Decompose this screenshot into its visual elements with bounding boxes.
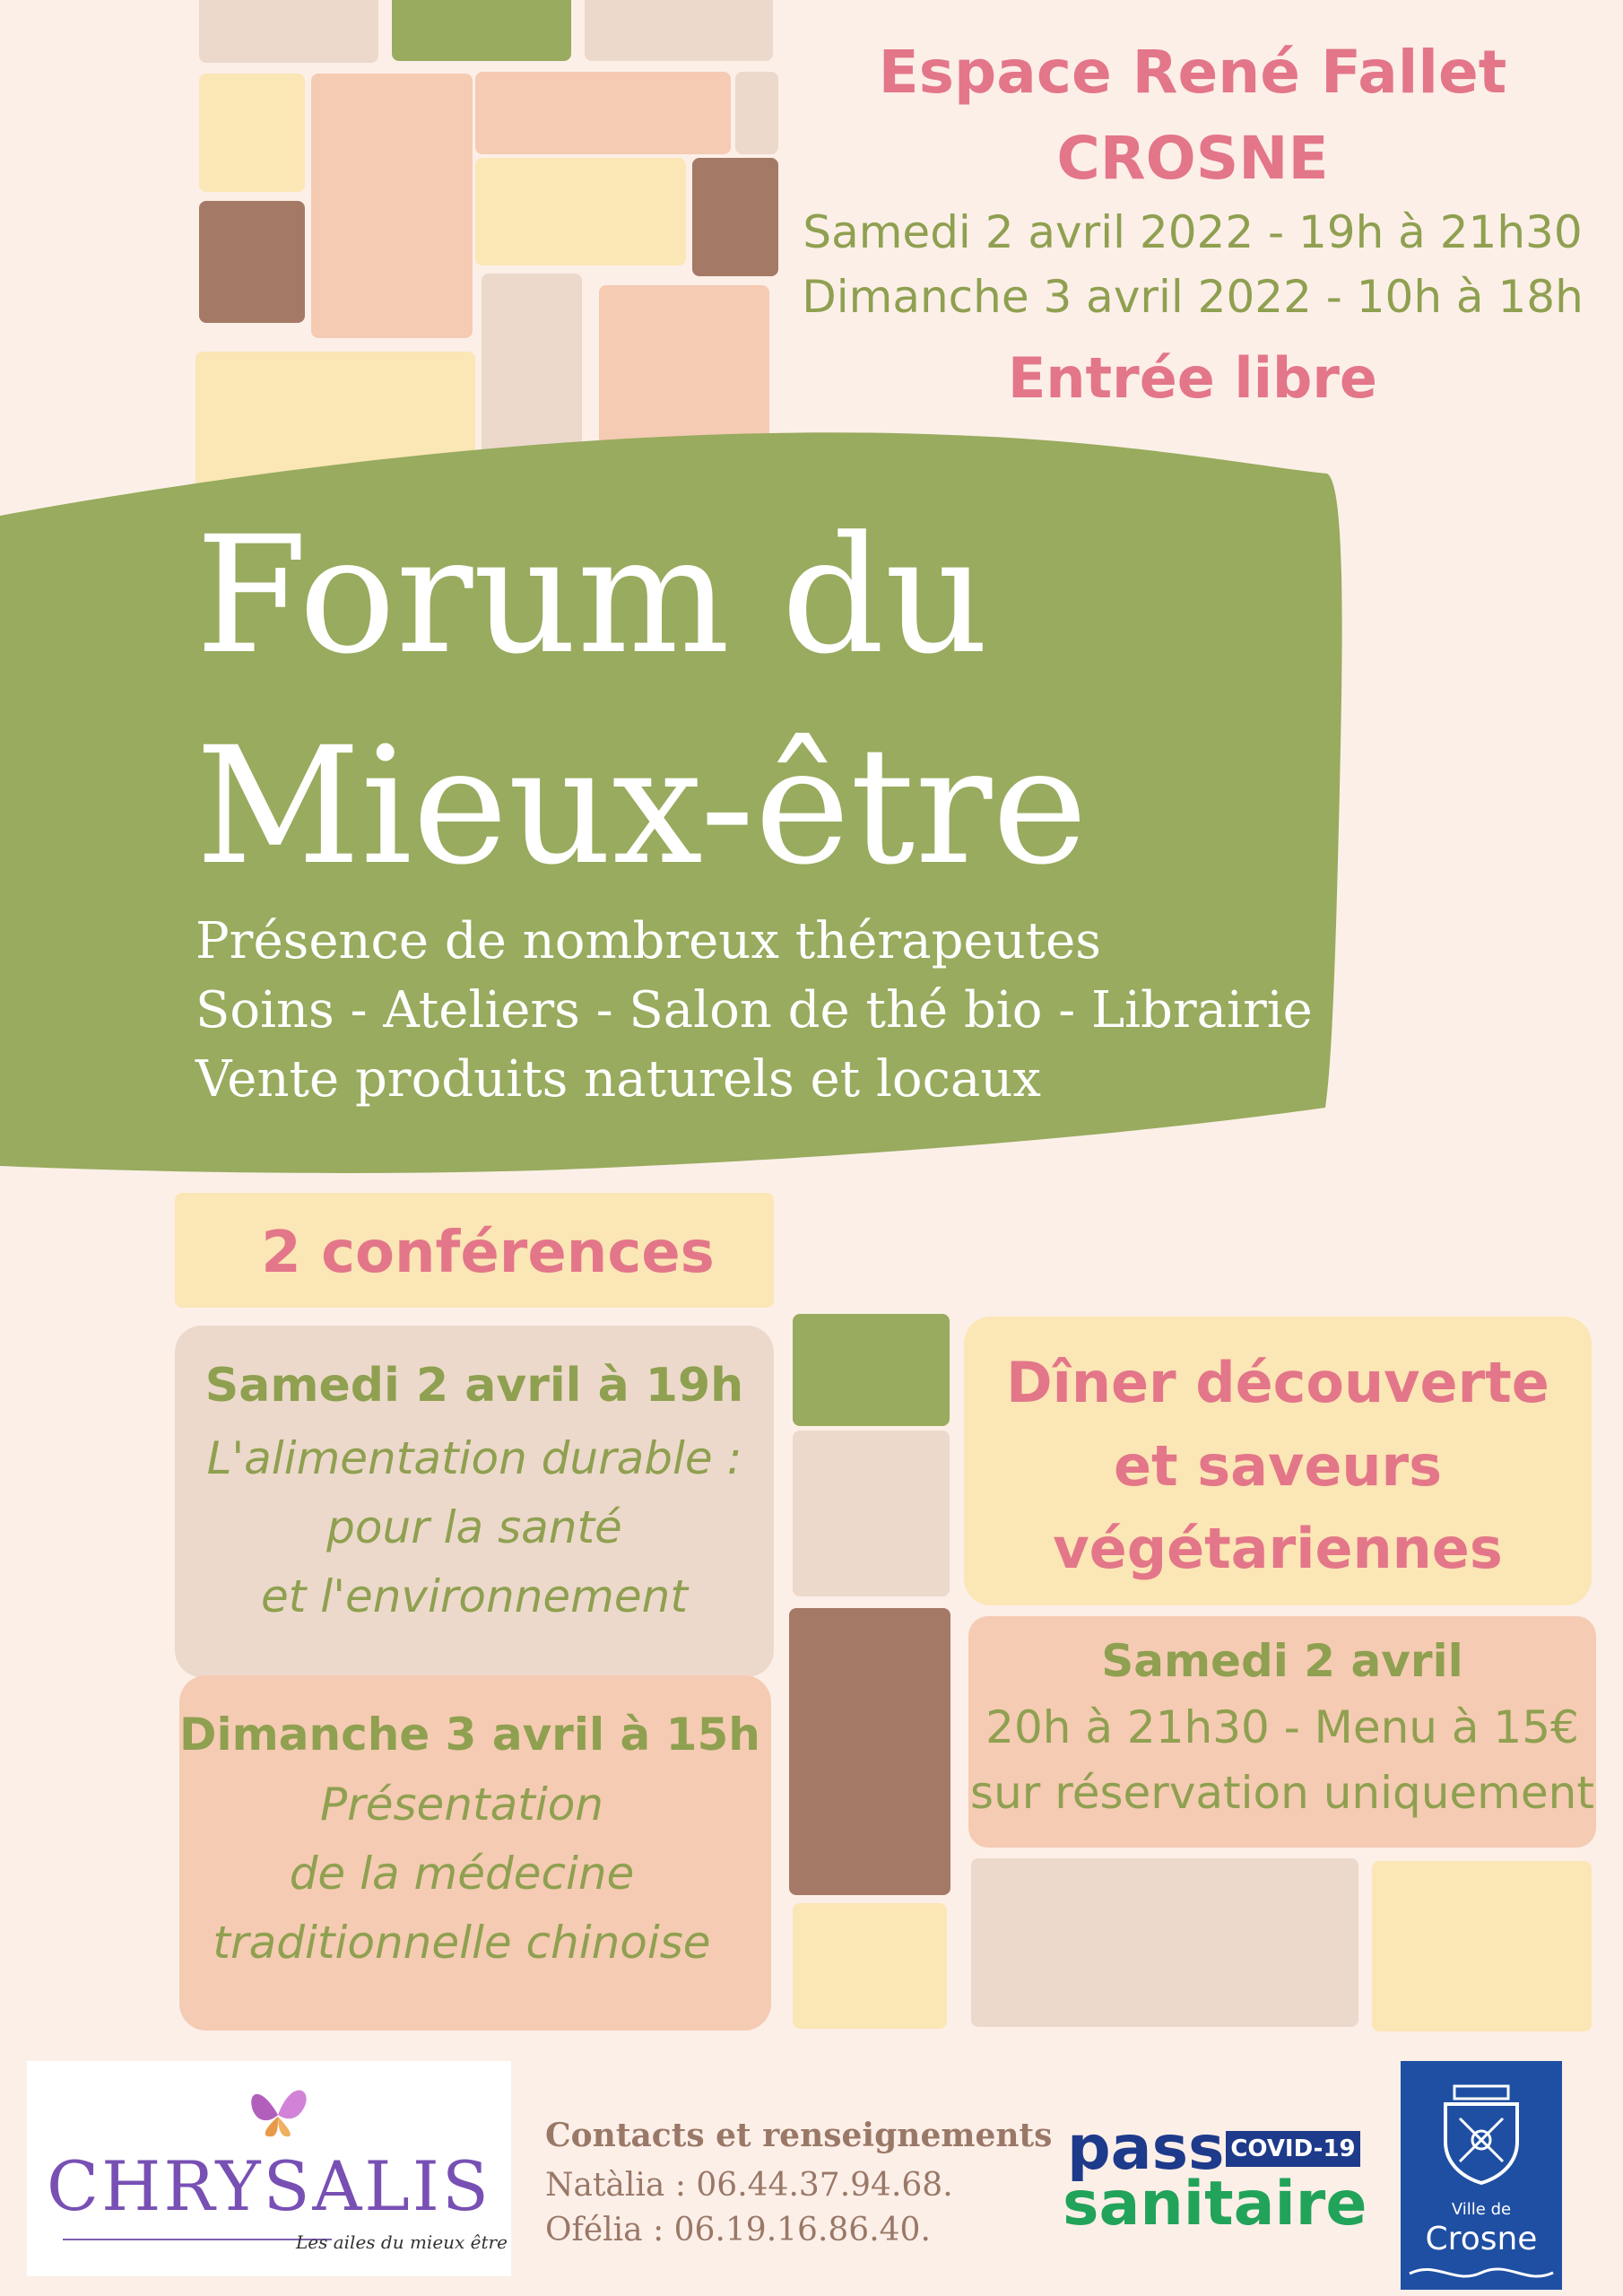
hero-line-therapists: Présence de nombreux thérapeutes (195, 912, 1102, 970)
hero-line-activities: Soins - Ateliers - Salon de thé bio - Librairie (195, 981, 1313, 1039)
crosne-crest-logo (1401, 2061, 1562, 2290)
decorative-block-bottom-right (1372, 1861, 1592, 2031)
entry-free: Entrée libre (1008, 345, 1377, 411)
contacts-title: Contacts et renseignements (545, 2117, 1053, 2154)
butterfly-icon (242, 2079, 314, 2142)
dinner-title-line-2: et saveurs (1113, 1433, 1443, 1499)
pass-sanitaire-logo (1063, 2113, 1367, 2239)
city-name: CROSNE (1056, 124, 1329, 193)
conference-1-date: Samedi 2 avril à 19h (204, 1359, 744, 1413)
date-sunday: Dimanche 3 avril 2022 - 10h à 18h (802, 271, 1584, 323)
conferences-heading: 2 conférences (261, 1220, 715, 1286)
coat-of-arms-icon (1428, 2079, 1535, 2187)
conference-1-topic-line-2: pour la santé (326, 1501, 622, 1553)
conference-2-topic-line-3: traditionnelle chinoise (213, 1917, 711, 1969)
decorative-block-bottom-left (971, 1858, 1358, 2027)
covid-badge: COVID-19 (1226, 2131, 1360, 2167)
sanitaire-word: sanitaire (1063, 2169, 1367, 2239)
conference-1-topic-line-1: L'alimentation durable : (206, 1432, 742, 1484)
pass-word: pass (1067, 2113, 1225, 2184)
hero-line-products: Vente produits naturels et locaux (195, 1050, 1042, 1109)
contact-natalia: Natàlia : 06.44.37.94.68. (545, 2167, 953, 2204)
dinner-reservation-note: sur réservation uniquement (970, 1767, 1594, 1819)
date-saturday: Samedi 2 avril 2022 - 19h à 21h30 (803, 206, 1583, 258)
conference-1-topic-line-3: et l'environnement (261, 1570, 688, 1622)
dinner-time-price: 20h à 21h30 - Menu à 15€ (985, 1701, 1579, 1753)
hero-title-line-2: Mieux-être (195, 713, 1088, 900)
venue-name: Espace René Fallet (878, 38, 1507, 107)
chrysalis-tagline: Les ailes du mieux être (296, 2231, 508, 2253)
dinner-title-line-3: végétariennes (1053, 1516, 1503, 1581)
dinner-title-line-1: Dîner découverte (1006, 1350, 1549, 1415)
dinner-date: Samedi 2 avril (1101, 1635, 1463, 1687)
chrysalis-name: CHRYSALIS (47, 2146, 491, 2226)
conference-2-topic-line-1: Présentation (320, 1779, 603, 1831)
crest-ville-label: Ville de (1451, 2200, 1512, 2219)
conference-2-date: Dimanche 3 avril à 15h (179, 1709, 760, 1761)
crest-crosne-label: Crosne (1425, 2221, 1538, 2257)
conference-2-topic-line-2: de la médecine (289, 1848, 635, 1900)
chrysalis-logo (27, 2061, 511, 2276)
contact-ofelia: Ofélia : 06.19.16.86.40. (545, 2212, 931, 2248)
hero-title-line-1: Forum du (195, 502, 989, 690)
